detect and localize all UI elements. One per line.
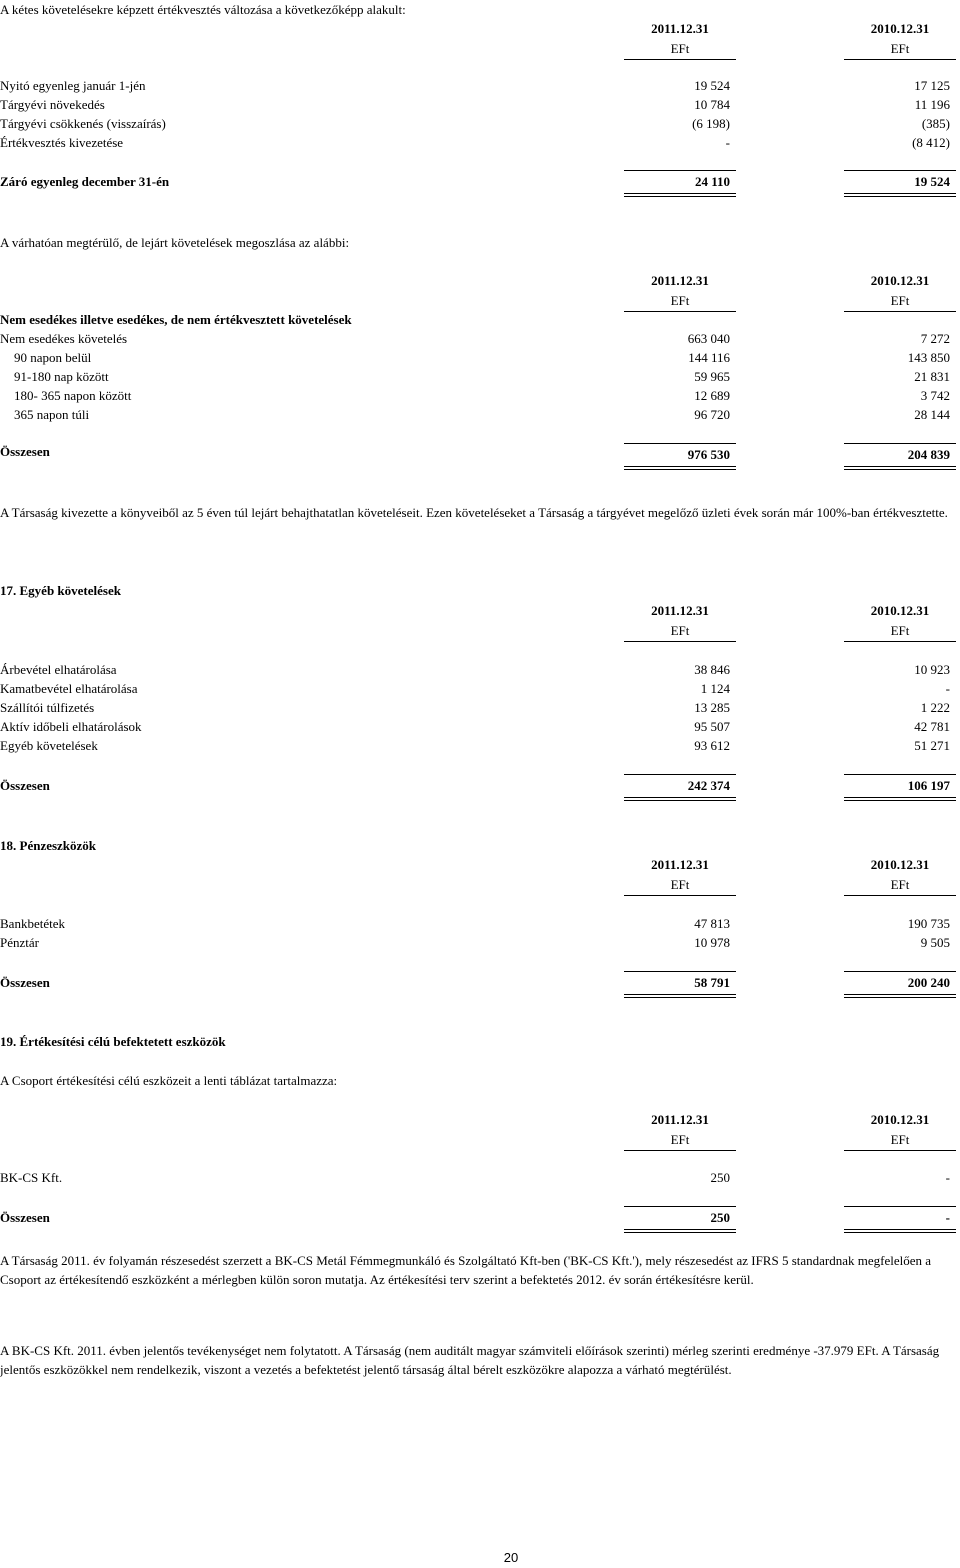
- table-row: 90 napon belül 144 116 143 850: [14, 350, 950, 365]
- total-rule: [624, 443, 736, 444]
- other-receivables-column-header: 2011.12.31 2010.12.31 EFt EFt: [0, 603, 960, 643]
- total-row-values: 976 530 204 839: [687, 447, 950, 462]
- aging-note: A Társaság kivezette a könyveiből az 5 éven túl lejárt behajthatatlan követeléseit. Ezen követeléseket a Társaság a tárgyévet megelőző üzleti évek során már 100%-ban értékvesztette.: [0, 505, 948, 520]
- table-row: Nyitó egyenleg január 1-jén 19 524 17 125: [0, 78, 950, 93]
- table-row: 365 napon túli 96 720 28 144: [14, 407, 950, 422]
- table-row: 91-180 nap között 59 965 21 831: [14, 369, 950, 384]
- cash-column-header: 2011.12.31 2010.12.31 EFt EFt: [0, 857, 960, 897]
- total-rule: [624, 774, 736, 775]
- double-rule: [844, 1229, 956, 1233]
- double-rule: [624, 1229, 736, 1233]
- table-row: Egyéb követelések 93 612 51 271: [0, 738, 950, 753]
- table-row: Pénztár 10 978 9 505: [0, 935, 950, 950]
- table-row: Tárgyévi növekedés 10 784 11 196: [0, 97, 950, 112]
- header-rule: [624, 59, 736, 60]
- table-row: 180- 365 napon között 12 689 3 742: [14, 388, 950, 403]
- table-row: Árbevétel elhatárolása 38 846 10 923: [0, 662, 950, 677]
- section-title: 19. Értékesítési célú befektetett eszközök: [0, 1034, 226, 1049]
- table-row: Kamatbevétel elhatárolása 1 124 -: [0, 681, 950, 696]
- held-for-sale-intro: A Csoport értékesítési célú eszközeit a lenti táblázat tartalmazza:: [0, 1073, 338, 1088]
- total-rule: [844, 971, 956, 972]
- aging-intro: A várhatóan megtérülő, de lejárt követelések megoszlása az alábbi:: [0, 235, 350, 250]
- total-rule: [844, 774, 956, 775]
- table-row: Értékvesztés kivezetése - (8 412): [0, 135, 950, 150]
- total-rule: [844, 1206, 956, 1207]
- held-for-sale-column-header: 2011.12.31 2010.12.31 EFt EFt: [0, 1112, 960, 1152]
- double-rule: [844, 994, 956, 998]
- total-row: Összesen 250 -: [0, 1210, 950, 1225]
- total-rule: [624, 170, 736, 171]
- aging-column-header: 2011.12.31 2010.12.31 EFt EFt: [0, 273, 960, 313]
- double-rule: [844, 193, 956, 197]
- table-row: Szállítói túlfizetés 13 285 1 222: [0, 700, 950, 715]
- unit-2010-header: EFt: [890, 41, 910, 56]
- total-row: Összesen: [0, 444, 50, 459]
- double-rule: [624, 466, 736, 470]
- header-rule: [844, 59, 956, 60]
- impairment-intro: A kétes követelésekre képzett értékvesztés változása a következőképp alakult:: [0, 2, 406, 17]
- aging-section-label: Nem esedékes illetve esedékes, de nem értékvesztett követelések: [0, 312, 352, 327]
- held-for-sale-paragraph-2: A BK-CS Kft. 2011. évben jelentős tevékenységet nem folytatott. A Társaság (nem auditált magyar számviteli előírások szerinti) mérleg szerinti eredménye -37.979 EFt. A Társaság jelentős eszközökkel nem rendelkezik, viszont a vezetés a befektetést jelentő társaság által bérelt eszközökre alapozza a várható megtérülést.: [0, 1343, 940, 1377]
- impairment-column-header: [0, 21, 960, 61]
- total-row: Összesen 242 374 106 197: [0, 778, 950, 793]
- section-title: 18. Pénzeszközök: [0, 838, 97, 853]
- page-number: 20: [503, 1550, 519, 1565]
- double-rule: [624, 193, 736, 197]
- double-rule: [844, 797, 956, 801]
- double-rule: [624, 994, 736, 998]
- table-row: Bankbetétek 47 813 190 735: [0, 916, 950, 931]
- section-title: 17. Egyéb követelések: [0, 583, 121, 598]
- total-rule: [624, 1206, 736, 1207]
- double-rule: [844, 466, 956, 470]
- total-rule: [844, 170, 956, 171]
- held-for-sale-paragraph-1: A Társaság 2011. év folyamán részesedést szerzett a BK-CS Metál Fémmegmunkáló és Szolgáltató Kft-ben ('BK-CS Kft.'), mely részesedést az IFRS 5 standardnak megfelelően a Csoport az értékesítendő eszközként a mérlegben külön soron mutatja. Az értékesítési terv szerint a befektetés 2012. év során értékesítésre kerül.: [0, 1253, 932, 1287]
- table-row: Nem esedékes követelés 663 040 7 272: [0, 331, 950, 346]
- total-row: Záró egyenleg december 31-én 24 110 19 524: [0, 174, 950, 189]
- table-row: Aktív időbeli elhatárolások 95 507 42 781: [0, 719, 950, 734]
- year-2010-header: 2010.12.31: [870, 21, 930, 36]
- total-rule: [844, 443, 956, 444]
- unit-2011-header: EFt: [670, 41, 690, 56]
- total-rule: [624, 971, 736, 972]
- double-rule: [624, 797, 736, 801]
- table-row: Tárgyévi csökkenés (visszaírás) (6 198) (385): [0, 116, 950, 131]
- total-row: Összesen 58 791 200 240: [0, 975, 950, 990]
- table-row: BK-CS Kft. 250 -: [0, 1170, 950, 1185]
- year-2011-header: 2011.12.31: [651, 21, 709, 36]
